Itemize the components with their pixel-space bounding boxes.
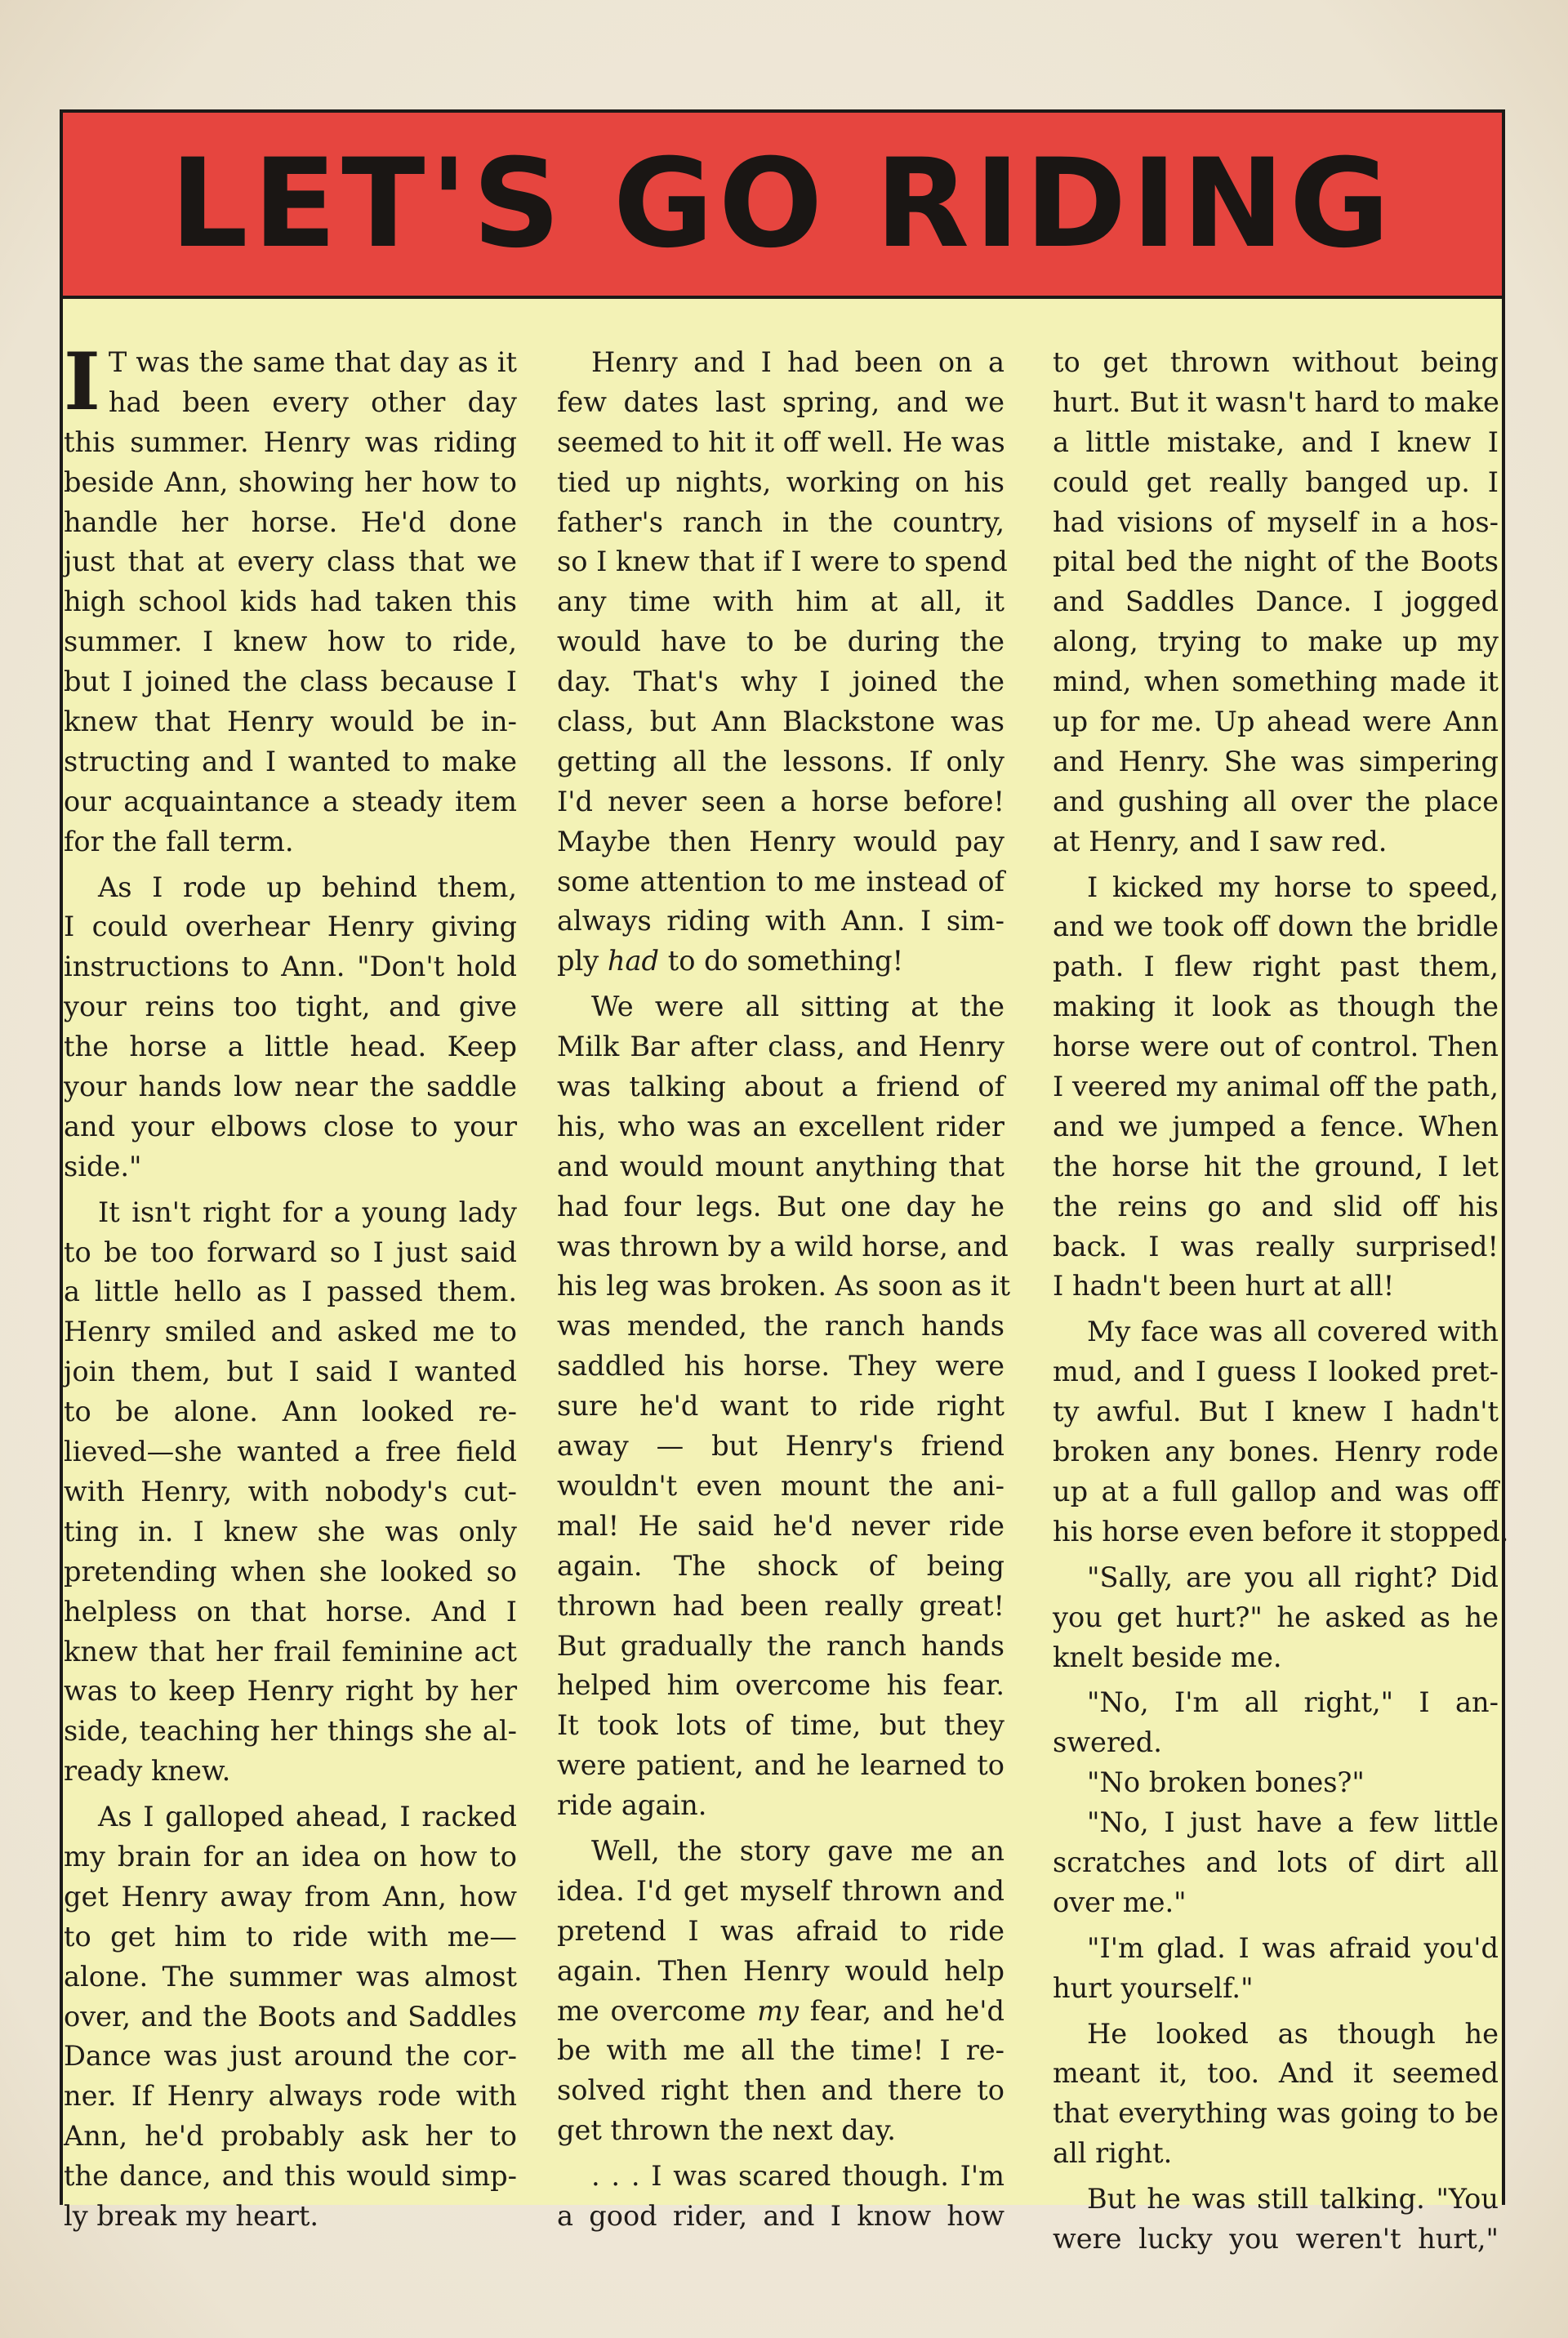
text-line: high school kids had taken this [64, 586, 517, 618]
story-body [60, 299, 1509, 2255]
text-line: all right. [1053, 2137, 1173, 2170]
text-line: up for me. Up ahead were Ann [1053, 706, 1499, 738]
text-line: As I galloped ahead, I racked [98, 1801, 517, 1833]
text-line: the reins go and slid off his [1053, 1190, 1499, 1222]
text-line: for the fall term. [64, 825, 294, 857]
story-title: LET'S GO RIDING [170, 133, 1395, 275]
text-line: I could overhear Henry giving [64, 911, 517, 943]
text-line: . . . I was scared though. I'm [591, 2160, 1004, 2193]
text-line: the dance, and this would simp- [64, 2160, 517, 2193]
text-line: and we jumped a fence. When [1053, 1110, 1499, 1142]
text-line: and Henry. She was simpering [1053, 745, 1499, 777]
text-line: again. The shock of being [557, 1549, 1004, 1582]
text-line: away — but Henry's friend [557, 1430, 1004, 1463]
text-line: thrown had been really great! [557, 1589, 1004, 1622]
text-line: side, teaching her things she al- [64, 1715, 517, 1748]
drop-cap: I [64, 336, 100, 428]
text-line: Maybe then Henry would pay [557, 825, 1004, 857]
text-line: with Henry, with nobody's cut- [64, 1475, 517, 1507]
text-column-2 [557, 343, 1010, 2237]
text-line: would have to be during the [557, 626, 1004, 658]
text-line: helped him overcome his fear. [557, 1669, 1004, 1702]
text-line: to be alone. Ann looked re- [64, 1396, 517, 1428]
text-segment: me overcome [557, 1994, 758, 2027]
text-line: up at a full gallop and was off [1053, 1475, 1499, 1507]
text-line: but I joined the class because I [64, 666, 517, 698]
text-line: few dates last spring, and we [557, 385, 1004, 418]
text-line: mud, and I guess I looked pret- [1053, 1356, 1499, 1388]
text-line: I veered my animal off the path, [1053, 1071, 1499, 1103]
text-line: and would mount anything that [557, 1150, 1004, 1182]
text-line: It isn't right for a young lady [98, 1196, 517, 1228]
text-line: his horse even before it stopped. [1053, 1515, 1509, 1548]
text-line: pretend I was afraid to ride [557, 1914, 1004, 1947]
text-line: I kicked my horse to speed, [1087, 871, 1499, 903]
text-line: "Sally, are you all right? Did [1087, 1561, 1499, 1593]
text-line: his, who was an excellent rider [557, 1110, 1004, 1142]
text-line: wouldn't even mount the ani- [557, 1469, 1004, 1502]
text-line: had visions of myself in a hos- [1053, 505, 1499, 538]
text-line: knew that Henry would be in- [64, 706, 517, 738]
text-line: were lucky you weren't hurt," [1053, 2222, 1499, 2255]
text-line: back. I was really surprised! [1053, 1230, 1499, 1263]
text-line: ready knew. [64, 1755, 231, 1788]
text-line: over, and the Boots and Saddles [64, 2000, 517, 2033]
text-line: over me." [1053, 1886, 1187, 1918]
text-line: "No, I'm all right," I an- [1087, 1686, 1499, 1719]
text-column-1 [64, 336, 517, 2237]
text-line: was to keep Henry right by her [64, 1675, 517, 1708]
text-line: to get thrown without being [1053, 346, 1499, 378]
text-line: helpless on that horse. And I [64, 1595, 517, 1628]
text-line: get Henry away from Ann, how [64, 1880, 517, 1913]
text-line: hurt. But it wasn't hard to make [1053, 385, 1499, 418]
text-line: and we took off down the bridle [1053, 911, 1499, 943]
text-line: my brain for an idea on how to [64, 1840, 517, 1873]
text-line: get thrown the next day. [557, 2114, 896, 2147]
text-line: But gradually the ranch hands [557, 1629, 1004, 1662]
text-line: getting all the lessons. If only [557, 745, 1004, 777]
text-line: lieved—she wanted a free field [64, 1436, 517, 1468]
text-line: I'd never seen a horse before! [557, 785, 1004, 817]
text-line: We were all sitting at the [591, 991, 1004, 1023]
text-line: instructions to Ann. "Don't hold [64, 951, 517, 983]
text-line: broken any bones. Henry rode [1053, 1436, 1499, 1468]
text-line: this summer. Henry was riding [64, 425, 517, 458]
text-line: sure he'd want to ride right [557, 1390, 1004, 1423]
text-line: that everything was going to be [1053, 2097, 1499, 2130]
text-line: pital bed the night of the Boots [1053, 546, 1499, 578]
text-line: swered. [1053, 1726, 1162, 1759]
text-line: ride again. [557, 1789, 707, 1822]
text-line: a little mistake, and I knew I [1053, 425, 1499, 458]
text-line: scratches and lots of dirt all [1053, 1846, 1499, 1878]
text-line: T was the same that day as it [108, 346, 517, 378]
text-line [557, 942, 1004, 982]
text-line: ty awful. But I knew I hadn't [1053, 1396, 1499, 1428]
text-line: ting in. I knew she was only [64, 1515, 517, 1548]
text-line: seemed to hit it off well. He was [557, 425, 1005, 458]
text-line: a good rider, and I know how [557, 2199, 1004, 2232]
text-segment: ply [557, 945, 608, 978]
text-line: saddled his horse. They were [557, 1350, 1004, 1383]
text-line: his leg was broken. As soon as it [557, 1270, 1010, 1303]
text-line: mal! He said he'd never ride [557, 1509, 1004, 1542]
text-line: It took lots of time, but they [557, 1709, 1004, 1742]
text-line: had four legs. But one day he [557, 1190, 1004, 1222]
text-line: Henry and I had been on a [591, 346, 1004, 378]
text-line: pretending when she looked so [64, 1555, 517, 1588]
text-line: meant it, too. And it seemed [1053, 2057, 1499, 2090]
text-line: handle her horse. He'd done [64, 505, 517, 538]
text-line: making it look as though the [1053, 991, 1499, 1023]
text-line: Henry smiled and asked me to [64, 1316, 517, 1348]
text-line: at Henry, and I saw red. [1053, 825, 1388, 857]
text-line: some attention to me instead of [557, 865, 1004, 897]
text-segment: fear, and he'd [798, 1994, 1004, 2027]
italic-emphasis: my [757, 1994, 799, 2027]
text-line: solved right then and there to [557, 2074, 1004, 2107]
text-line: beside Ann, showing her how to [64, 465, 517, 498]
text-line [557, 1992, 1004, 2032]
text-line: along, trying to make up my [1053, 626, 1499, 658]
text-line: horse were out of control. Then [1053, 1031, 1499, 1063]
text-line: Dance was just around the cor- [64, 2040, 517, 2073]
text-line: just that at every class that we [64, 546, 517, 578]
text-line: My face was all covered with [1087, 1316, 1499, 1348]
text-line: and gushing all over the place [1053, 785, 1499, 817]
text-line: the horse a little head. Keep [64, 1031, 517, 1063]
text-line: Well, the story gave me an [591, 1834, 1004, 1867]
text-line: ly break my heart. [64, 2199, 319, 2232]
text-line: the horse hit the ground, I let [1053, 1150, 1499, 1182]
text-line: class, but Ann Blackstone was [557, 706, 1004, 738]
text-line: "No broken bones?" [1087, 1766, 1365, 1799]
text-line: to get him to ride with me— [64, 1920, 517, 1953]
text-line: join them, but I said I wanted [64, 1356, 517, 1388]
text-line: mind, when something made it [1053, 666, 1499, 698]
text-line: path. I flew right past them, [1053, 951, 1499, 983]
text-line: He looked as though he [1087, 2017, 1499, 2050]
text-line: idea. I'd get myself thrown and [557, 1874, 1004, 1907]
text-line: were patient, and he learned to [557, 1749, 1004, 1782]
text-line: was talking about a friend of [557, 1071, 1004, 1103]
text-line: and Saddles Dance. I jogged [1053, 586, 1499, 618]
text-line: structing and I wanted to make [64, 745, 517, 777]
text-line: hurt yourself." [1053, 1971, 1254, 2004]
text-line: Ann, he'd probably ask her to [64, 2120, 517, 2153]
text-segment: to do something! [659, 945, 904, 978]
text-line: a little hello as I passed them. [64, 1276, 517, 1308]
text-line: As I rode up behind them, [98, 871, 517, 903]
title-banner [60, 109, 1505, 299]
text-line: alone. The summer was almost [64, 1960, 517, 1993]
text-line: side." [64, 1150, 142, 1182]
text-line: tied up nights, working on his [557, 465, 1004, 498]
italic-emphasis: had [607, 945, 660, 978]
text-line: was mended, the ranch hands [557, 1310, 1004, 1343]
text-line: "No, I just have a few little [1087, 1806, 1499, 1839]
text-line: Milk Bar after class, and Henry [557, 1031, 1004, 1063]
text-line: was thrown by a wild horse, and [557, 1230, 1009, 1263]
text-line: ner. If Henry always rode with [64, 2080, 517, 2113]
text-line: always riding with Ann. I sim- [557, 905, 1004, 937]
text-line: to be too forward so I just said [64, 1236, 517, 1268]
text-line: and your elbows close to your [64, 1110, 517, 1142]
text-line: any time with him at all, it [557, 586, 1004, 618]
text-line: our acquaintance a steady item [64, 785, 517, 817]
text-line: day. That's why I joined the [557, 666, 1004, 698]
text-line: be with me all the time! I re- [557, 2034, 1004, 2067]
text-line: But he was still talking. "You [1087, 2183, 1499, 2216]
text-line: I hadn't been hurt at all! [1053, 1270, 1395, 1303]
text-line: knelt beside me. [1053, 1641, 1282, 1673]
text-column-3 [1053, 343, 1509, 2260]
text-line: summer. I knew how to ride, [64, 626, 517, 658]
text-line: again. Then Henry would help [557, 1954, 1004, 1987]
text-line: had been every other day [108, 385, 517, 418]
text-line: so I knew that if I were to spend [557, 546, 1008, 578]
text-line: "I'm glad. I was afraid you'd [1087, 1931, 1499, 1964]
text-line: knew that her frail feminine act [64, 1635, 517, 1668]
text-line: your hands low near the saddle [64, 1071, 517, 1103]
text-line: could get really banged up. I [1053, 465, 1499, 498]
text-line: your reins too tight, and give [64, 991, 517, 1023]
text-line: you get hurt?" he asked as he [1053, 1601, 1499, 1633]
text-line: father's ranch in the country, [557, 505, 1004, 538]
